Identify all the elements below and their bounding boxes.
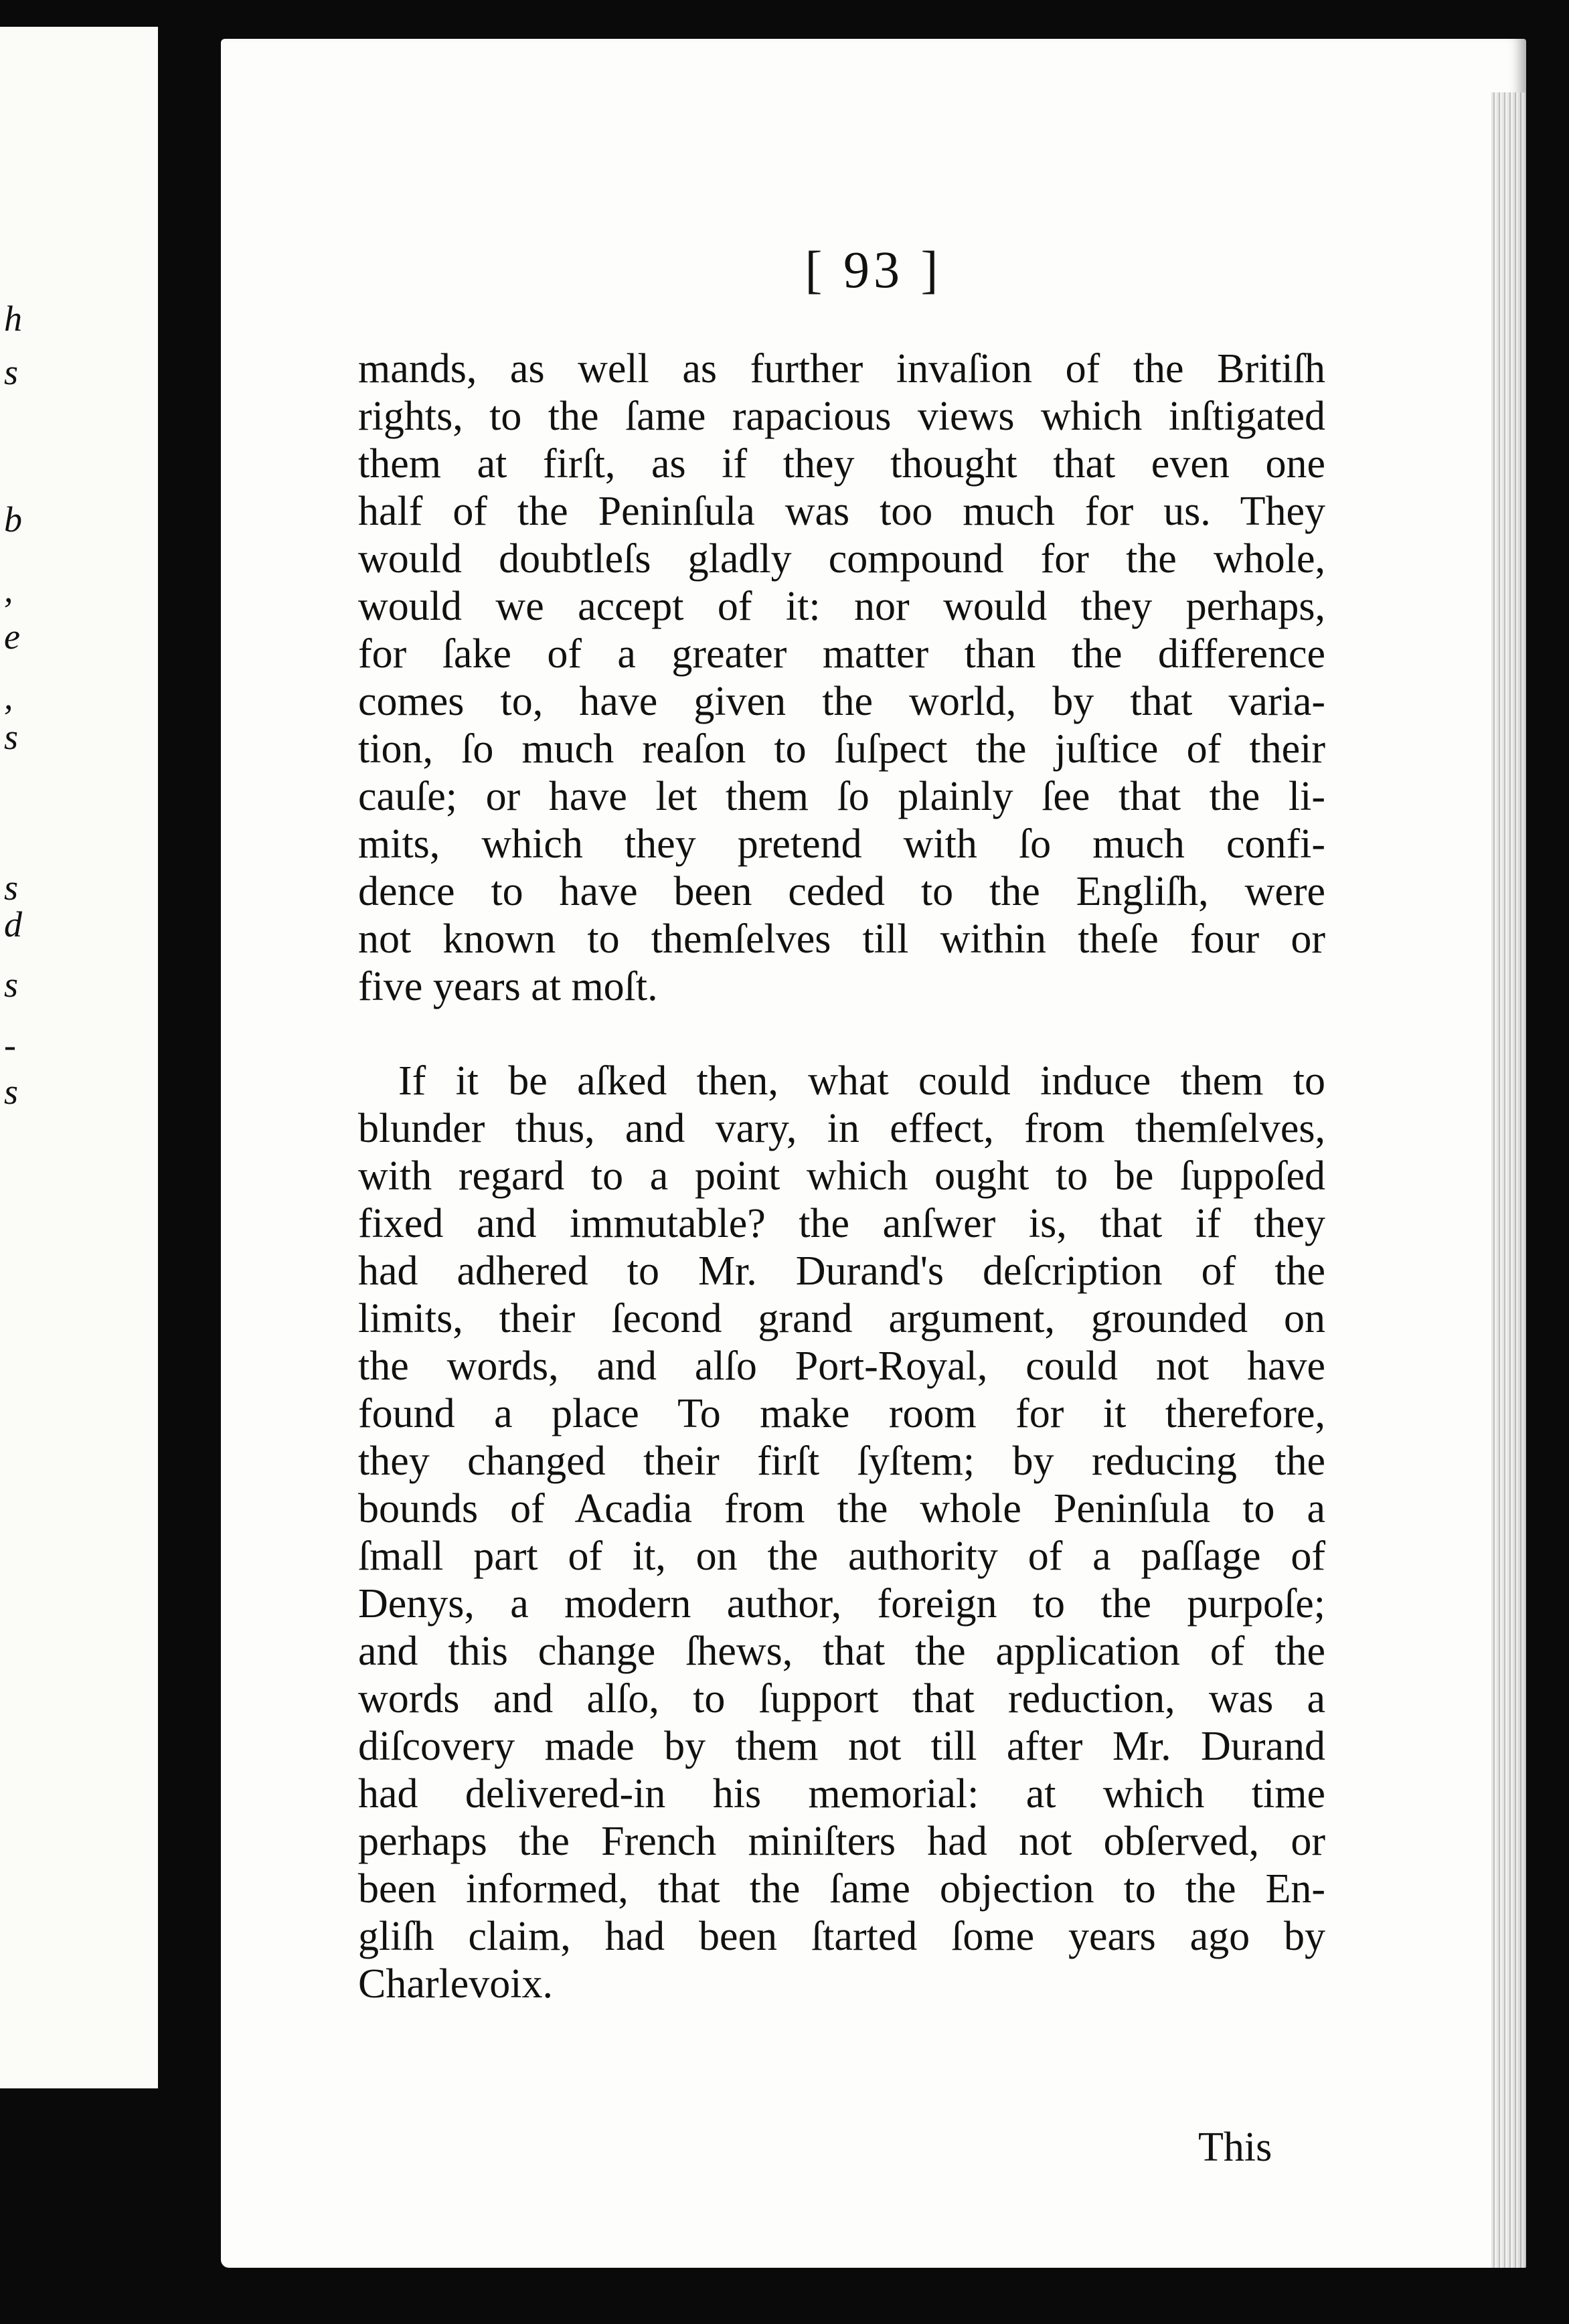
text-line: mits, which they pretend with ſo much confi- <box>358 821 1325 867</box>
text-line: rights, to the ſame rapacious views which inſtigated <box>358 394 1325 439</box>
text-line: had delivered-in his memorial: at which time <box>358 1771 1325 1817</box>
text-line: Charlevoix. <box>358 1961 553 2007</box>
text-line: been informed, that the ſame objection to the En- <box>358 1866 1325 1912</box>
page-edge-shading <box>1491 92 1526 2268</box>
fragment: s <box>4 965 19 1005</box>
text-line: comes to, have given the world, by that varia- <box>358 679 1325 724</box>
fragment: , <box>4 677 13 717</box>
text-line: bounds of Acadia from the whole Peninſula to a <box>358 1486 1325 1531</box>
text-line: If it be aſked then, what could induce them to <box>398 1058 1325 1104</box>
fragment: - <box>4 1025 16 1065</box>
text-line: blunder thus, and vary, in effect, from themſelves, <box>358 1106 1325 1151</box>
text-line: tion, ſo much reaſon to ſuſpect the juſtice of their <box>358 726 1325 772</box>
paragraph-1 <box>358 345 1325 1011</box>
body-text <box>358 345 1325 2008</box>
text-line: ſmall part of it, on the authority of a paſſage of <box>358 1533 1325 1579</box>
text-line: perhaps the French miniſters had not obſerved, or <box>358 1819 1325 1864</box>
text-line: for ſake of a greater matter than the difference <box>358 631 1325 677</box>
text-line: found a place To make room for it therefore, <box>358 1391 1325 1436</box>
fragment: d <box>4 904 22 944</box>
text-line: and this change ſhews, that the application of the <box>358 1629 1325 1674</box>
text-line: them at firſt, as if they thought that even one <box>358 441 1325 487</box>
text-line: mands, as well as further invaſion of the Britiſh <box>358 346 1325 392</box>
text-line: would we accept of it: nor would they perhaps, <box>358 584 1325 629</box>
fragment: s <box>4 352 19 392</box>
text-line: words and alſo, to ſupport that reduction, was a <box>358 1676 1325 1722</box>
text-line: fixed and immutable? the anſwer is, that if they <box>358 1201 1325 1246</box>
text-line: limits, their ſecond grand argument, grounded on <box>358 1296 1325 1341</box>
text-line: half of the Peninſula was too much for us. They <box>358 489 1325 534</box>
book-page <box>221 39 1526 2268</box>
text-line: five years at moſt. <box>358 964 658 1009</box>
fragment: e <box>4 616 20 657</box>
fragment: b <box>4 499 22 540</box>
text-line: had adhered to Mr. Durand's deſcription of the <box>358 1248 1325 1294</box>
text-line: gliſh claim, had been ſtarted ſome years ago by <box>358 1914 1325 1959</box>
text-line: with regard to a point which ought to be ſuppoſed <box>358 1153 1325 1199</box>
text-line: cauſe; or have let them ſo plainly ſee that the li- <box>358 774 1325 819</box>
facing-page-fragments <box>0 27 158 2088</box>
book-gutter <box>158 27 225 2102</box>
text-line: not known to themſelves till within theſe four or <box>358 916 1325 962</box>
page-number: [ 93 ] <box>805 240 942 299</box>
text-line: they changed their firſt ſyſtem; by reducing the <box>358 1438 1325 1484</box>
fragment: s <box>4 867 19 908</box>
fragment: s <box>4 717 19 757</box>
fragment: , <box>4 570 13 610</box>
fragment: s <box>4 1072 19 1112</box>
fragment: h <box>4 299 22 339</box>
text-line: the words, and alſo Port-Royal, could not have <box>358 1343 1325 1389</box>
paragraph-2 <box>358 1058 1325 2008</box>
facing-page-left <box>0 27 162 2088</box>
catchword: This <box>1198 2125 1272 2170</box>
text-line: dence to have been ceded to the Engliſh, were <box>358 869 1325 914</box>
text-line: would doubtleſs gladly compound for the whole, <box>358 536 1325 582</box>
text-line: Denys, a modern author, foreign to the purpoſe; <box>358 1581 1325 1627</box>
paragraph-gap <box>358 1011 1325 1058</box>
text-line: diſcovery made by them not till after Mr. Durand <box>358 1724 1325 1769</box>
